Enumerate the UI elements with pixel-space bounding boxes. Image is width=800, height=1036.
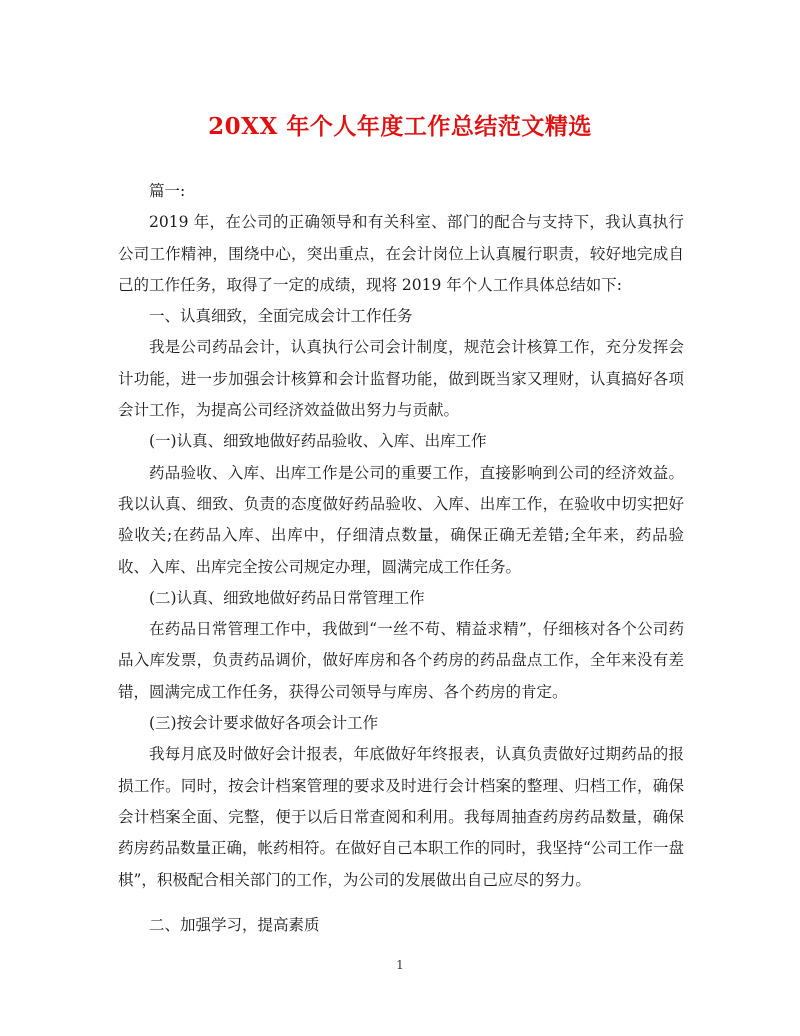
heading-section-2: 二、加强学习，提高素质 — [149, 915, 320, 934]
document-title: 20XX 年个人年度工作总结范文精选 — [208, 113, 592, 140]
paragraph-section-label: 篇一: — [149, 182, 186, 200]
paragraph-subsection-1: 药品验收、入库、出库工作是公司的重要工作，直接影响到公司的经济效益。我以认真、细致、负责的态度做好药品验收、入库、出库工作，在验收中切实把好验收关;在药品入库、出库中，仔细清点数量，确保正确无差错;全年来，药品验收、入库、出库完全按公司规定办理，圆满完成工作任务。 — [118, 463, 684, 576]
page-number: 1 — [396, 958, 404, 972]
subheading-3: (三)按会计要求做好各项会计工作 — [149, 714, 379, 733]
paragraph-section-1: 我是公司药品会计，认真执行公司会计制度，规范会计核算工作，充分发挥会计功能，进一步加强会计核算和会计监督功能，做到既当家又理财，认真搞好各项会计工作，为提高公司经济效益做出努力与贡献。 — [118, 338, 684, 420]
subheading-1: (一)认真、细致地做好药品验收、入库、出库工作 — [149, 432, 487, 451]
paragraph-subsection-3: 我每月底及时做好会计报表，年底做好年终报表，认真负责做好过期药品的报损工作。同时，按会计档案管理的要求及时进行会计档案的整理、归档工作，确保会计档案全面、完整，便于以后日常查阅和利用。我每周抽查药房药品数量，确保药房药品数量正确，帐药相符。在做好自己本职工作的同时，我坚持“公司工作一盘棋”，积极配合相关部门的工作，为公司的发展做出自己应尽的努力。 — [118, 745, 684, 889]
subheading-2: (二)认真、细致地做好药品日常管理工作 — [149, 588, 425, 607]
paragraph-intro: 2019 年，在公司的正确领导和有关科室、部门的配合与支持下，我认真执行公司工作精神，围绕中心，突出重点，在会计岗位上认真履行职责，较好地完成自己的工作任务，取得了一定的成绩，现将 2019 年个人工作具体总结如下: — [118, 213, 684, 294]
heading-section-1: 一、认真细致，全面完成会计工作任务 — [149, 307, 413, 326]
document-body — [118, 176, 684, 941]
paragraph-subsection-2: 在药品日常管理工作中，我做到“一丝不苟、精益求精”，仔细核对各个公司药品入库发票，负责药品调价，做好库房和各个药房的药品盘点工作，全年来没有差错，圆满完成工作任务，获得公司领导与库房、各个药房的肯定。 — [118, 620, 684, 701]
